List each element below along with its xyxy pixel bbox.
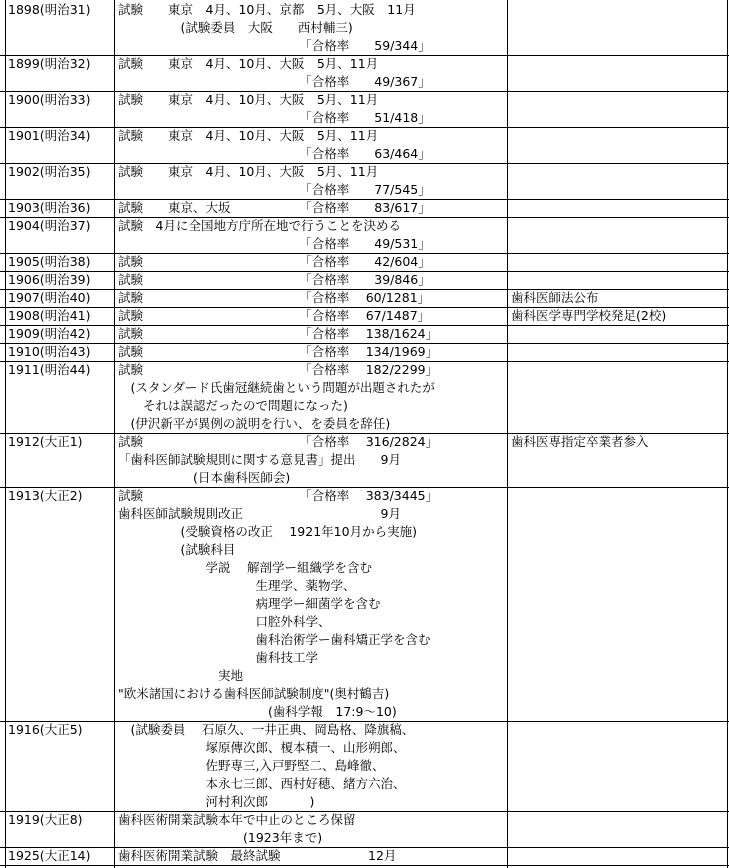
event-line: 試験 東京、大坂 「合格率 83/617」 [118, 200, 431, 215]
event-line: 歯科治術学ー歯科矯正学を含む [118, 632, 431, 647]
event-line: 試験 「合格率 182/2299」 [118, 362, 439, 377]
year-cell: 1904(明治37) [8, 218, 91, 233]
event-line: 病理学ー細菌学を含む [118, 596, 381, 611]
year-cell: 1925(大正14) [8, 848, 91, 863]
event-line: 試験 4月に全国地方庁所在地で行うことを決める [118, 218, 401, 233]
event-line: 試験 東京 4月、10月、京都 5月、大阪 11月 [118, 2, 416, 17]
event-line: 試験 東京 4月、10月、大阪 5月、11月 [118, 56, 379, 71]
event-line: 口腔外科学、 [118, 614, 331, 629]
event-line: 試験 「合格率 39/846」 [118, 272, 431, 287]
event-line: (受験資格の改正 1921年10月から実施) [118, 524, 417, 539]
event-line: 歯科技工学 [118, 650, 319, 665]
year-cell: 1903(明治36) [8, 200, 91, 215]
event-line: それは誤認だったので問題になった) [118, 398, 348, 413]
note-cell: 歯科医専指定卒業者参入 [511, 434, 649, 449]
row-divider [0, 865, 729, 866]
event-line: 佐野専三,入戸野堅二、島峰徹、 [118, 758, 385, 773]
event-line: 「合格率 59/344」 [118, 38, 431, 53]
row-divider [0, 811, 729, 812]
year-cell: 1909(明治42) [8, 326, 91, 341]
event-line: 試験 「合格率 383/3445」 [118, 488, 439, 503]
note-cell: 歯科医学専門学校発足(2校) [511, 308, 667, 323]
event-line: 試験 東京 4月、10月、大阪 5月、11月 [118, 128, 379, 143]
event-line: (1923年まで) [118, 830, 323, 845]
event-line: 試験 東京 4月、10月、大阪 5月、11月 [118, 164, 379, 179]
event-line: 試験 「合格率 316/2824」 [118, 434, 439, 449]
year-cell: 1899(明治32) [8, 56, 91, 71]
event-line: 歯科医術開業試験本年で中止のところ保留 [118, 812, 356, 827]
event-line: 塚原傳次郎、榎本積一、山形朔郎、 [118, 740, 406, 755]
left-border [5, 0, 6, 868]
right-border [727, 0, 728, 868]
event-line: 生理学、薬物学、 [118, 578, 356, 593]
year-cell: 1902(明治35) [8, 164, 91, 179]
note-cell: 歯科医師法公布 [511, 290, 599, 305]
year-cell: 1908(明治41) [8, 308, 91, 323]
event-line: 歯科医師試験規則改正 9月 [118, 506, 401, 521]
year-cell: 1898(明治31) [8, 2, 91, 17]
event-line: (日本歯科医師会) [118, 470, 291, 485]
event-line: 学説 解剖学ー組織学を含む [118, 560, 372, 575]
event-line: (試験委員 石原久、一井正典、岡島格、降旗稿、 [118, 722, 415, 737]
event-line: 試験 「合格率 60/1281」 [118, 290, 431, 305]
year-cell: 1901(明治34) [8, 128, 91, 143]
year-cell: 1911(明治44) [8, 362, 91, 377]
column-divider-note [507, 0, 508, 868]
event-line: 試験 「合格率 42/604」 [118, 254, 431, 269]
event-line: 本永七三郎、西村好穂、緒方六治、 [118, 776, 406, 791]
event-line: 実地 [118, 668, 244, 683]
event-line: 試験 「合格率 134/1969」 [118, 344, 439, 359]
event-line: "欧米諸国における歯科医師試験制度"(奥村鶴吉) [118, 686, 390, 701]
event-line: 試験 東京 4月、10月、大阪 5月、11月 [118, 92, 379, 107]
event-line: 「合格率 49/531」 [118, 236, 431, 251]
event-line: (伊沢新平が異例の説明を行い、を委員を辞任) [118, 416, 391, 431]
event-line: 河村利次郎 ) [118, 794, 315, 809]
year-cell: 1905(明治38) [8, 254, 91, 269]
event-line: 「歯科医師試験規則に関する意見書」提出 9月 [118, 452, 401, 467]
year-cell: 1906(明治39) [8, 272, 91, 287]
event-line: 「合格率 49/367」 [118, 74, 431, 89]
event-line: 試験 「合格率 138/1624」 [118, 326, 439, 341]
event-line: 試験 「合格率 67/1487」 [118, 308, 431, 323]
year-cell: 1910(明治43) [8, 344, 91, 359]
event-line: (試験委員 大阪 西村輔三) [118, 20, 353, 35]
year-cell: 1913(大正2) [8, 488, 83, 503]
event-line: (スタンダード氏歯冠継続歯という問題が出題されたが [118, 380, 435, 395]
event-line: 歯科医術開業試験 最終試験 12月 [118, 848, 397, 863]
year-cell: 1900(明治33) [8, 92, 91, 107]
year-cell: 1912(大正1) [8, 434, 83, 449]
event-line: 「合格率 51/418」 [118, 110, 431, 125]
year-cell: 1916(大正5) [8, 722, 83, 737]
event-line: (歯科学報 17:9～10) [118, 704, 397, 719]
event-line: 「合格率 77/545」 [118, 182, 431, 197]
year-cell: 1919(大正8) [8, 812, 83, 827]
event-line: (試験科目 [118, 542, 236, 557]
year-cell: 1907(明治40) [8, 290, 91, 305]
event-line: 「合格率 63/464」 [118, 146, 431, 161]
column-divider-year [114, 0, 115, 868]
